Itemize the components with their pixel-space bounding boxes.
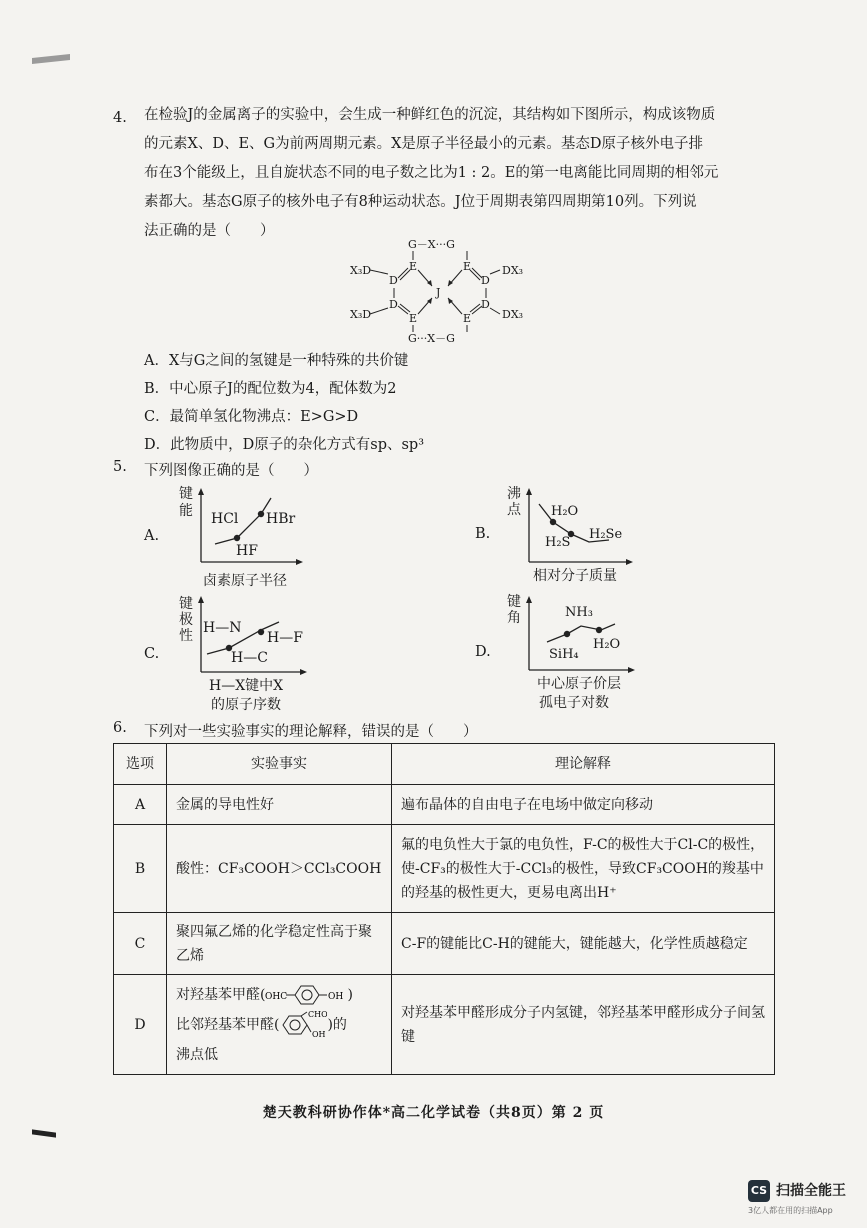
svg-text:OHC: OHC — [265, 991, 288, 1002]
row-fact: 聚四氟乙烯的化学稳定性高于聚乙烯 — [167, 913, 392, 975]
question-6-number: 6. — [113, 720, 127, 736]
question-4-stem — [144, 101, 784, 246]
page-footer: 楚天教科研协作体*高二化学试卷（共8页）第 2 页 — [262, 1105, 605, 1121]
scan-mark-bottom — [32, 1129, 56, 1137]
graph-c-label: C. — [144, 646, 160, 662]
graph-b-ylabel-1: 沸 — [507, 486, 521, 502]
fact-d-line-1: 对羟基苯甲醛( OHC OH ) — [176, 980, 382, 1010]
right-bottom-group: DX₃ — [502, 308, 524, 321]
point-h2o: H₂O — [551, 504, 579, 519]
graph-c-ylabel-1: 键 — [179, 596, 193, 612]
fact-d-line-3: 沸点低 — [176, 1046, 218, 1063]
graph-c-xlabel-2: 的原子序数 — [211, 697, 281, 713]
header-option: 选项 — [114, 744, 167, 785]
graph-a-ylabel-2: 能 — [179, 503, 193, 519]
right-top-group: DX₃ — [502, 264, 524, 277]
point-h-c: H—C — [231, 650, 268, 666]
question-5-number: 5. — [113, 459, 127, 475]
atom-e: E — [463, 312, 472, 325]
svg-text:CHO: CHO — [308, 1009, 328, 1019]
atom-d: D — [481, 274, 490, 287]
question-4-option-d: D．此物质中，D原子的杂化方式有sp、sp³ — [144, 437, 425, 453]
graph-d-ylabel-1: 键 — [507, 594, 521, 610]
atom-e: E — [409, 260, 418, 273]
point-hbr: HBr — [266, 511, 296, 527]
row-fact: 酸性：CF₃COOH＞CCl₃COOH — [167, 825, 392, 913]
camscanner-name: 扫描全能王 — [776, 1183, 846, 1199]
table-row — [114, 825, 775, 913]
atom-d: D — [481, 298, 490, 311]
graph-a — [175, 482, 315, 590]
graph-b-xlabel: 相对分子质量 — [533, 568, 617, 584]
question-5-stem: 下列图像正确的是（ ） — [144, 463, 318, 479]
row-option: C — [114, 913, 167, 975]
table-row — [114, 913, 775, 975]
camscanner-logo: CS — [748, 1180, 770, 1202]
point-h2s: H₂S — [545, 535, 571, 550]
o-hydroxybenzaldehyde-structure — [279, 1010, 327, 1040]
header-theory: 理论解释 — [392, 744, 775, 785]
graph-d-xlabel-1: 中心原子价层 — [537, 676, 621, 692]
question-4-option-c: C．最简单氢化物沸点：E>G>D — [144, 409, 359, 425]
point-nh3: NH₃ — [565, 605, 593, 620]
top-bridge: G－X···G — [408, 238, 455, 251]
graph-a-label: A. — [144, 528, 160, 544]
row-option: A — [114, 785, 167, 825]
header-fact: 实验事实 — [167, 744, 392, 785]
bottom-bridge: G···X－G — [408, 332, 455, 344]
question-4-line: 法正确的是（ ） — [144, 223, 275, 239]
question-4-option-b: B．中心原子J的配位数为4，配体数为2 — [144, 381, 397, 397]
point-h-f: H—F — [267, 630, 303, 646]
graph-d — [505, 590, 655, 714]
graph-b — [505, 482, 645, 590]
question-4-line: 布在3个能级上，且自旋状态不同的电子数之比为1 : 2。E的第一电离能比同周期的相邻元 — [144, 165, 719, 181]
complex-structure-diagram — [340, 234, 540, 344]
row-fact-d — [167, 975, 392, 1075]
graph-d-ylabel-2: 角 — [507, 610, 521, 626]
question-4-line: 素都大。基态G原子的核外电子有8种运动状态。J位于周期表第四周期第10列。下列说 — [144, 194, 697, 210]
row-theory: 遍布晶体的自由电子在电场中做定向移动 — [392, 785, 775, 825]
row-fact: 金属的导电性好 — [167, 785, 392, 825]
graph-d-label: D. — [475, 644, 491, 660]
question-6-stem: 下列对一些实验事实的理论解释，错误的是（ ） — [144, 724, 478, 740]
point-h2se: H₂Se — [589, 527, 623, 542]
graph-c-xlabel-1: H—X键中X — [209, 678, 284, 694]
table-row — [114, 975, 775, 1075]
scan-mark-top — [32, 54, 70, 64]
fact-d-line-2: 比邻羟基苯甲醛( CHO OH )的 — [176, 1009, 347, 1039]
left-top-group: X₃D — [350, 264, 372, 277]
point-h-n: H—N — [203, 620, 242, 636]
table-row — [114, 785, 775, 825]
point-hf: HF — [236, 543, 258, 559]
row-option: D — [114, 975, 167, 1075]
graph-b-ylabel-2: 点 — [507, 502, 521, 518]
svg-text:OH: OH — [312, 1029, 327, 1039]
graph-a-xlabel: 卤素原子半径 — [203, 573, 287, 589]
atom-e: E — [463, 260, 472, 273]
left-bottom-group: X₃D — [350, 308, 372, 321]
atom-d: D — [389, 298, 398, 311]
atom-d: D — [389, 274, 398, 287]
graph-c — [175, 592, 325, 714]
p-hydroxybenzaldehyde-structure — [265, 983, 347, 1007]
question-4-option-a: A．X与G之间的氢键是一种特殊的共价键 — [144, 353, 409, 369]
question-4-line: 的元素X、D、E、G为前两周期元素。X是原子半径最小的元素。基态D原子核外电子排 — [144, 136, 704, 152]
atom-e: E — [409, 312, 418, 325]
graph-c-ylabel-2: 极 — [179, 612, 193, 628]
question-4-number: 4. — [113, 110, 127, 126]
graph-b-label: B. — [475, 526, 491, 542]
point-h2o: H₂O — [593, 637, 621, 652]
graph-d-xlabel-2: 孤电子对数 — [539, 695, 609, 711]
row-theory: C-F的键能比C-H的键能大，键能越大，化学性质越稳定 — [392, 913, 775, 975]
graph-a-ylabel-1: 键 — [179, 486, 193, 502]
camscanner-tagline: 3亿人都在用的扫描App — [748, 1206, 833, 1215]
row-theory: 对羟基苯甲醛形成分子内氢键，邻羟基苯甲醛形成分子间氢键 — [392, 975, 775, 1075]
center-atom: J — [436, 286, 441, 299]
svg-text:OH: OH — [328, 991, 344, 1002]
row-theory: 氟的电负性大于氯的电负性，F-C的极性大于Cl-C的极性，使-CF₃的极性大于-CCl₃的极性，导致CF₃COOH的羧基中的羟基的极性更大，更易电离出H⁺ — [392, 825, 775, 913]
graph-c-ylabel-3: 性 — [179, 628, 193, 644]
point-sih4: SiH₄ — [549, 647, 579, 662]
question-4-line: 在检验J的金属离子的实验中，会生成一种鲜红色的沉淀，其结构如下图所示，构成该物质 — [144, 107, 716, 123]
table-header-row — [114, 744, 775, 785]
point-hcl: HCl — [211, 511, 239, 527]
row-option: B — [114, 825, 167, 913]
question-6-table — [113, 743, 775, 1075]
